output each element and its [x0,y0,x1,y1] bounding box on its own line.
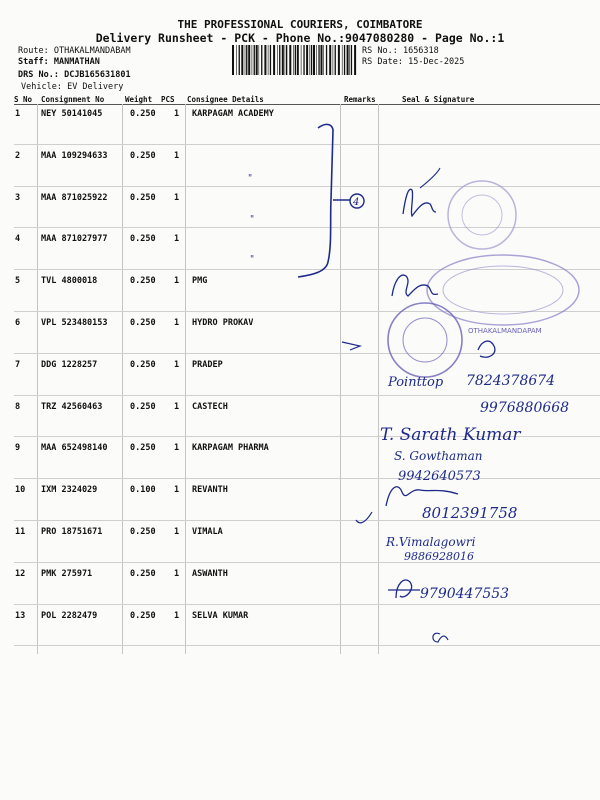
row-pcs: 1 [174,568,180,579]
stamp-text: OTHAKALMANDAPAM [468,327,542,335]
col-seal: Seal & Signature [402,95,475,104]
row-weight: 0.250 [130,234,156,245]
consignment-number: MAA 871027977 [41,234,108,245]
row-pcs: 1 [174,485,180,496]
consignee-details: CASTECH [192,401,228,412]
row-divider [14,186,600,187]
handwritten-phone: 9942640573 [398,469,481,484]
row-pcs: 1 [174,276,180,287]
row-divider [14,436,600,437]
consignee-details: SELVA KUMAR [192,610,249,621]
row-pcs: 1 [174,443,180,454]
drs-value: DCJB165631801 [64,70,131,80]
row-weight: 0.250 [130,150,156,161]
col-details: Consignee Details [187,95,264,104]
row-sno: 11 [15,527,26,537]
handwritten-phone: 9976880668 [480,400,570,416]
col-pcs: PCS [161,95,175,104]
row-sno: 12 [15,568,26,579]
row-sno: 8 [15,401,21,412]
handwritten-name: T. Sarath Kumar [380,425,521,445]
row-divider [14,478,600,479]
rs-no-value: 1656318 [402,46,439,56]
drs-line [18,70,131,81]
rs-date-label: RS Date: [362,57,403,67]
rs-no-line [362,46,439,57]
row-divider [14,227,600,228]
row-weight: 0.250 [130,527,156,537]
consignment-number: TVL 4800018 [41,276,98,287]
row-sno: 9 [15,443,21,454]
row-sno: 3 [15,192,21,203]
row-divider [14,311,600,312]
handwritten-phone: 7824378674 [466,373,556,389]
handwritten-phone: 8012391758 [422,504,518,522]
row-sno: 6 [15,318,21,328]
company-title: THE PROFESSIONAL COURIERS, COIMBATORE [177,18,423,31]
consignee-details: KARPAGAM PHARMA [192,443,269,454]
consignment-number: MAA 871025922 [41,192,108,203]
row-sno: 4 [15,234,21,245]
consignment-number: TRZ 42560463 [41,401,103,412]
row-weight: 0.250 [130,109,156,119]
ditto-mark: " [250,255,255,265]
col-remarks: Remarks [344,95,376,104]
consignee-details: VIMALA [192,527,223,537]
row-pcs: 1 [174,192,180,203]
consignee-details: REVANTH [192,485,228,496]
row-weight: 0.250 [130,610,156,621]
row-divider [14,562,600,563]
rs-date-line [362,57,464,68]
row-sno: 1 [15,109,21,119]
vehicle-line [21,82,123,93]
handwritten-phone: 9886928016 [404,550,474,563]
row-weight: 0.250 [130,443,156,454]
consignment-number: NEY 50141045 [41,109,103,119]
row-pcs: 1 [174,359,180,370]
handwritten-phone: 9790447553 [420,586,510,602]
row-divider [14,604,600,605]
row-pcs: 1 [174,109,180,119]
row-sno: 5 [15,276,21,287]
consignment-number: PMK 275971 [41,568,93,579]
ditto-mark: " [250,215,255,225]
header-rule [14,104,600,105]
row-sno: 10 [15,485,26,496]
row-pcs: 1 [174,234,180,245]
row-divider [14,645,600,646]
consignee-details: PRADEP [192,359,223,370]
row-weight: 0.100 [130,485,156,496]
staff-line [18,57,100,68]
row-weight: 0.250 [130,401,156,412]
row-sno: 13 [15,610,26,621]
handwritten-note: Pointtop [388,375,444,390]
rs-date-value: 15-Dec-2025 [408,57,465,67]
barcode-image [232,45,357,75]
row-weight: 0.250 [130,276,156,287]
drs-label: DRS No.: [18,70,59,80]
row-divider [14,353,600,354]
row-pcs: 1 [174,150,180,161]
ditto-mark: " [248,174,253,184]
route-line [18,46,131,57]
row-weight: 0.250 [130,568,156,579]
consignee-details: HYDRO PROKAV [192,318,254,328]
row-pcs: 1 [174,401,180,412]
row-weight: 0.250 [130,192,156,203]
handwritten-name: S. Gowthaman [394,449,483,463]
col-weight: Weight [125,95,153,104]
staff-value: MANMATHAN [53,57,100,67]
runsheet-subtitle: Delivery Runsheet - PCK - Phone No.:9047080280 - Page No.:1 [95,31,505,45]
vehicle-value: EV Delivery [67,82,124,92]
row-divider [14,144,600,145]
row-pcs: 1 [174,610,180,621]
consignment-number: VPL 523480153 [41,318,108,328]
row-sno: 7 [15,359,21,370]
vehicle-label: Vehicle: [21,82,62,92]
col-consignment: Consignment No [41,95,105,104]
row-divider [14,395,600,396]
row-divider [14,520,600,521]
consignee-details: PMG [192,276,208,287]
route-value: OTHAKALMANDABAM [53,46,131,56]
row-pcs: 1 [174,527,180,537]
col-sno: S No [14,95,33,104]
consignment-number: MAA 652498140 [41,443,108,454]
handwritten-name: R.Vimalagowri [386,535,476,549]
consignee-details: ASWANTH [192,568,228,579]
consignment-number: MAA 109294633 [41,150,108,161]
consignment-number: IXM 2324029 [41,485,98,496]
route-label: Route: [18,46,49,56]
row-weight: 0.250 [130,359,156,370]
row-divider [14,269,600,270]
row-sno: 2 [15,150,21,161]
consignee-details: KARPAGAM ACADEMY [192,109,274,119]
row-pcs: 1 [174,318,180,328]
consignment-number: POL 2282479 [41,610,98,621]
consignment-number: DDG 1228257 [41,359,98,370]
rs-no-label: RS No.: [362,46,398,56]
consignment-number: PRO 18751671 [41,527,103,537]
row-weight: 0.250 [130,318,156,328]
circled-number: 4 [353,197,360,208]
staff-label: Staff: [18,57,49,67]
